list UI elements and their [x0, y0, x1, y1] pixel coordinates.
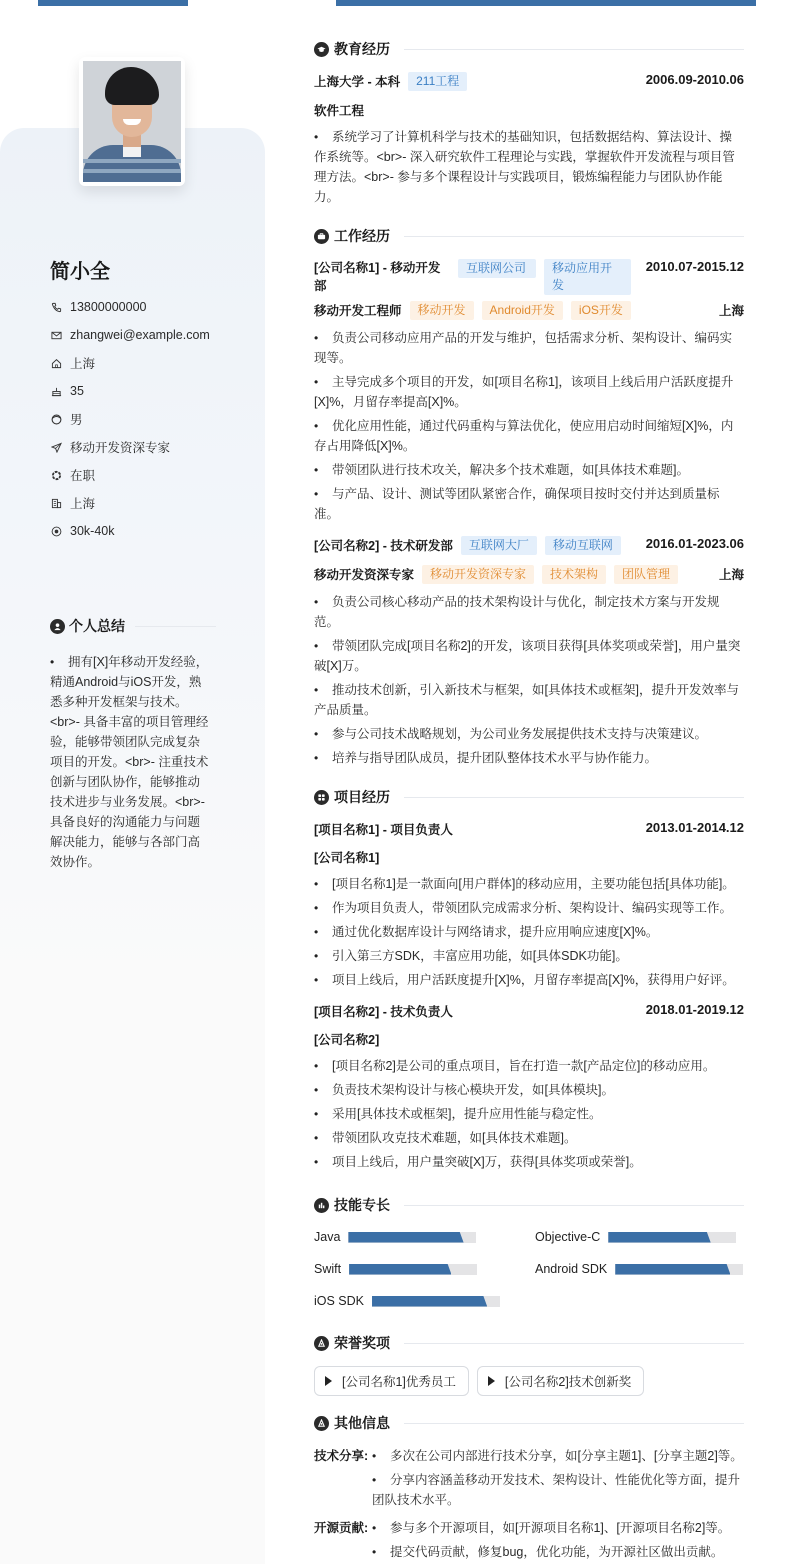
awards-list: [314, 1366, 744, 1396]
job-entry-1: [公司名称1] - 移动开发部 互联网公司 移动应用开发 2010.07-2015.12 移动开发工程师 移动开发 Android开发 iOS开发 上海 • 负责公司移动应用产品的开发与维护，包括需求分析、架构设计、编码实现等。 • 主导完成多个项目的开发，如[项目名称1]，该项目上线后用户活跃度提升[X]%，月留存率提高[X]%。 • 优化应用性能，通过代码重构与算法优化，使应用启动时间缩短[X]%，内存占用降低[X]%。 • 带领团队进行技术攻关，解决多个技术难题，如[具体技术难题]。 • 与产品、设计、测试等团队紧密合作，确保项目按时交付并达到质量标准。: [314, 259, 744, 524]
phone-icon: [50, 301, 62, 313]
other-row-tech-sharing: 技术分享: • 多次在公司内部进行技术分享，如[分享主题1]、[分享主题2]等。 • 分享内容涵盖移动开发技术、架构设计、性能优化等方面，提升团队技术水平。: [314, 1446, 744, 1514]
summary-text: • 拥有[X]年移动开发经验，精通Android与iOS开发，熟悉多种开发框架与技术。<br>- 具备丰富的项目管理经验，能够带领团队完成复杂项目的开发。<br>- 注重技术创新与团队协作，能够推动技术进步与业务发展。<br>- 具备良好的沟通能力与问题解决能力，能够与各部门高效协作。: [50, 652, 212, 876]
education-date: 2006.09-2010.06: [645, 72, 744, 87]
education-major: 软件工程: [314, 104, 365, 118]
skills-grid: [314, 1228, 744, 1310]
info-phone: 13800000000: [50, 293, 210, 321]
grid-icon: [314, 790, 329, 805]
mail-icon: [50, 329, 62, 341]
salary-icon: [50, 525, 62, 537]
info-icon: [314, 1416, 329, 1431]
awards-section-title: 荣誉奖项: [314, 1332, 744, 1354]
other-section-title: 其他信息: [314, 1412, 744, 1434]
award-item[interactable]: [公司名称1]优秀员工: [314, 1366, 469, 1396]
play-triangle-icon: [488, 1376, 495, 1386]
education-header: 上海大学 - 本科 211工程 2006.09-2010.06: [314, 72, 744, 89]
skill-ios-sdk: iOS SDK: [314, 1292, 535, 1310]
top-accent-bar-left: [38, 0, 188, 6]
briefcase-icon: [314, 229, 329, 244]
send-icon: [50, 441, 62, 453]
info-email: zhangwei@example.com: [50, 321, 210, 349]
project-entry-1: [项目名称1] - 项目负责人 2013.01-2014.12 [公司名称1] • [项目名称1]是一款面向[用户群体]的移动应用，主要功能包括[具体功能]。 • 作为项目负责人，带领团队完成需求分析、架构设计、编码实现等工作。 • 通过优化数据库设计与网络请求，提升应用响应速度[X]%。 • 引入第三方SDK，丰富应用功能，如[具体SDK功能]。 • 项目上线后，用户活跃度提升[X]%，月留存率提高[X]%，获得用户好评。: [314, 820, 744, 990]
project-entry-2: [项目名称2] - 技术负责人 2018.01-2019.12 [公司名称2] • [项目名称2]是公司的重点项目，旨在打造一款[产品定位]的移动应用。 • 负责技术架构设计与核心模块开发，如[具体模块]。 • 采用[具体技术或框架]，提升应用性能与稳定性。 • 带领团队攻克技术难题，如[具体技术难题]。 • 项目上线后，用户量突破[X]万，获得[具体奖项或荣誉]。: [314, 1002, 744, 1172]
skill-bar: [349, 1264, 477, 1275]
skill-android-sdk: Android SDK: [535, 1260, 744, 1278]
info-status: 在职: [50, 461, 210, 489]
education-bullets: • 系统学习了计算机科学与技术的基础知识，包括数据结构、算法设计、操作系统等。<br>- 深入研究软件工程理论与实践，掌握软件开发流程与项目管理方法。<br>- 参与多个课程设计与实践项目，锻炼编程能力与团队协作能力。: [314, 127, 744, 207]
job-entry-2: [公司名称2] - 技术研发部 互联网大厂 移动互联网 2016.01-2023.06 移动开发资深专家 移动开发资深专家 技术架构 团队管理 上海 • 负责公司核心移动产品的技术架构设计与优化，制定技术方案与开发规范。 • 带领团队完成[项目名称2]的开发，该项目获得[具体奖项或荣誉]，用户量突破[X]万。 • 推动技术创新，引入新技术与框架，如[具体技术或框架]，提升开发效率与产品质量。 • 参与公司技术战略规划，为公司业务发展提供技术支持与决策建议。 • 培养与指导团队成员，提升团队整体技术水平与协作能力。: [314, 536, 744, 768]
skill-bar: [615, 1264, 743, 1275]
info-job-target: 移动开发资深专家: [50, 433, 210, 461]
skill-bar: [372, 1296, 500, 1307]
education-tag: 211工程: [408, 72, 467, 91]
education-section-title: 教育经历: [314, 38, 744, 60]
bar-chart-icon: [314, 1198, 329, 1213]
award-icon: [314, 1336, 329, 1351]
info-gender: 男: [50, 405, 210, 433]
play-triangle-icon: [325, 1376, 332, 1386]
other-row-open-source: 开源贡献: • 参与多个开源项目，如[开源项目名称1]、[开源项目名称2]等。 • 提交代码贡献，修复bug，优化功能，为开源社区做出贡献。: [314, 1518, 744, 1564]
home-icon: [50, 357, 62, 369]
skill-java: Java: [314, 1228, 535, 1246]
building-icon: [50, 497, 62, 509]
info-city: 上海: [50, 489, 210, 517]
skills-section-title: 技能专长: [314, 1194, 744, 1216]
status-icon: [50, 469, 62, 481]
graduation-cap-icon: [314, 42, 329, 57]
profile-name: 简小全: [50, 261, 110, 283]
top-accent-bar-right: [336, 0, 756, 6]
skill-bar: [608, 1232, 736, 1243]
info-location: 上海: [50, 349, 210, 377]
info-age: 35: [50, 377, 210, 405]
cake-icon: [50, 385, 62, 397]
work-section-title: 工作经历: [314, 225, 744, 247]
projects-section-title: 项目经历: [314, 786, 744, 808]
award-item[interactable]: [公司名称2]技术创新奖: [477, 1366, 644, 1396]
profile-photo: [83, 61, 181, 182]
skill-objective-c: Objective-C: [535, 1228, 744, 1246]
summary-section-title: 个人总结: [50, 616, 216, 636]
skill-bar: [348, 1232, 476, 1243]
user-icon: [50, 619, 65, 634]
skill-swift: Swift: [314, 1260, 535, 1278]
avatar: [79, 57, 185, 186]
gender-icon: [50, 413, 62, 425]
main-content: [314, 38, 744, 1564]
info-salary: 30k-40k: [50, 517, 210, 545]
contact-info-list: [50, 293, 210, 545]
